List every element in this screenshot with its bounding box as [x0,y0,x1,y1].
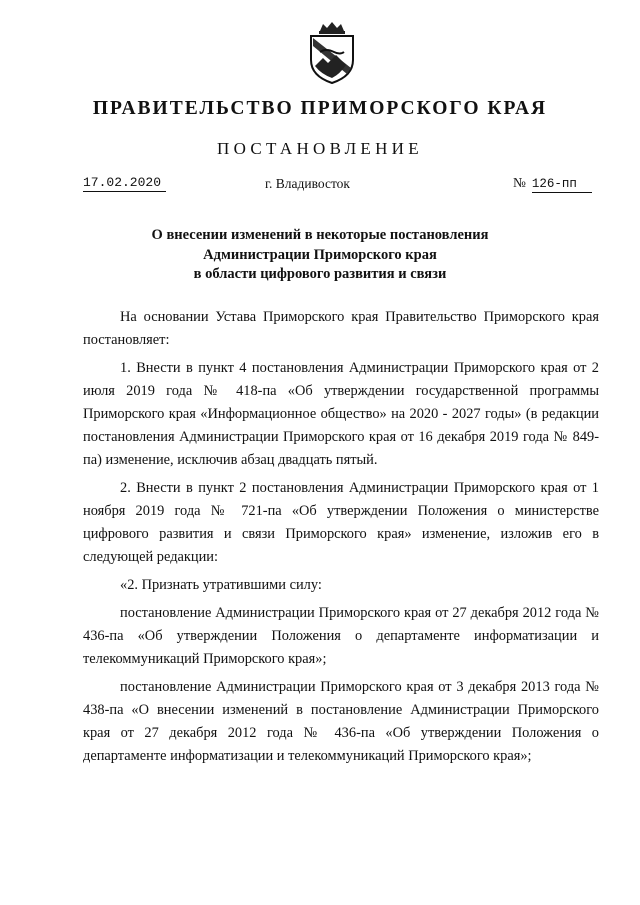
document-number-field [513,175,592,193]
subject-line-2: Администрации Приморского края [203,246,437,263]
coat-of-arms-emblem-icon [306,22,358,84]
preamble-paragraph: На основании Устава Приморского края Правительство Приморского края постановляет: [83,309,599,348]
document-city: г. Владивосток [265,176,350,191]
subject-line-3: в области цифрового развития и связи [193,266,447,282]
subject-line-1: О внесении изменений в некоторые постановления [151,227,489,243]
document-date: 17.02.2020 [83,175,166,192]
item-1-paragraph: 1. Внести в пункт 4 постановления Администрации Приморского края от 2 июля 2019 года № 418-па «Об утверждении государственной программы Приморского края «Информационное общество» на 2020 - 2027 годы» (в редакции постановления Администрации Приморского края от 16 декабря 2019 года № 849-па) изменение, исключив абзац двадцать пятый. [83,360,599,468]
quote-start-paragraph: «2. Признать утратившими силу: [120,577,322,593]
revoked-act-2-paragraph: постановление Администрации Приморского края от 3 декабря 2013 года № 438-па «О внесении изменений в постановление Администрации Приморского края от 27 декабря 2012 года № 436-па «Об утверждении Положения о департаменте информатизации и телекоммуникаций Приморского края»; [83,679,599,764]
item-2-paragraph: 2. Внести в пункт 2 постановления Администрации Приморского края от 1 ноября 2019 года № 721-па «Об утверждении Положения о министерстве цифрового развития и связи Приморского края» изменение, изложив его в следующей редакции: [83,480,599,565]
government-title: ПРАВИТЕЛЬСТВО ПРИМОРСКОГО КРАЯ [92,98,548,119]
document-number: 126-пп [532,176,592,193]
revoked-act-1-paragraph: постановление Администрации Приморского края от 27 декабря 2012 года № 436-па «Об утверждении Положения о департаменте информатизации и телекоммуникаций Приморского края»; [83,605,599,667]
number-sign: № [513,175,526,190]
document-type: ПОСТАНОВЛЕНИЕ [217,139,423,158]
document-subject [0,226,640,285]
document-body [83,306,599,773]
